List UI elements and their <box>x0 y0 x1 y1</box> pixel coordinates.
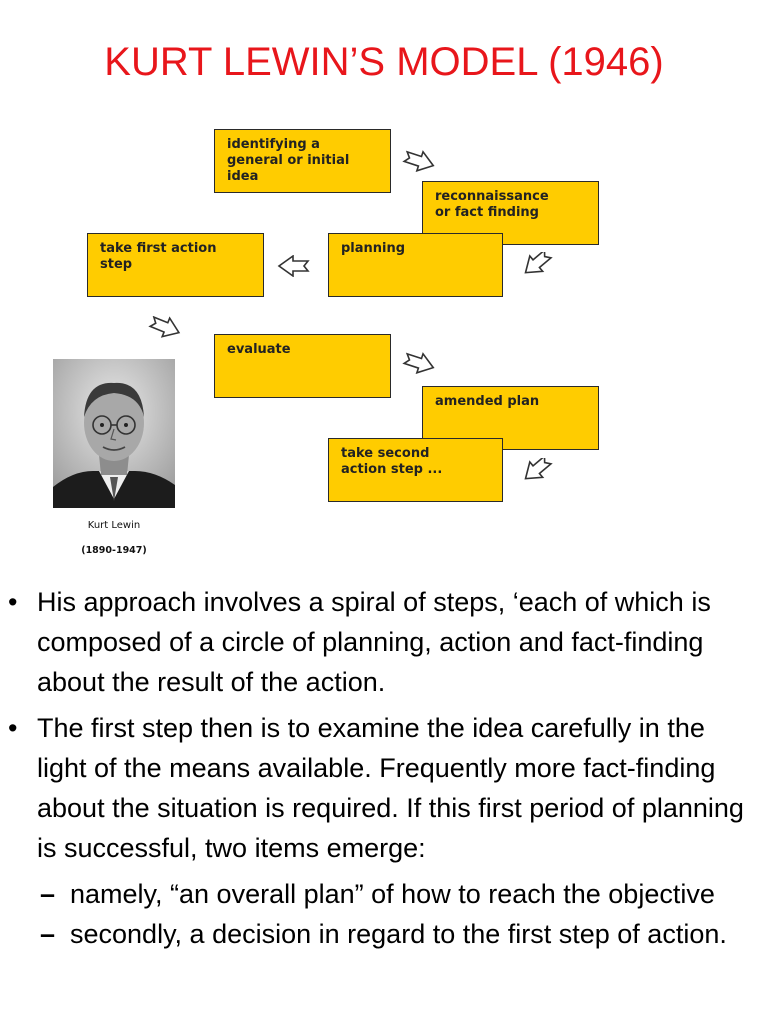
sub-bullet-text: secondly, a decision in regard to the first step of action. <box>70 919 727 949</box>
portrait-caption-name: Kurt Lewin <box>87 520 141 531</box>
bullet-item <box>0 582 752 702</box>
portrait-caption-years: (1890-1947) <box>81 545 147 556</box>
box-planning: planning <box>328 233 503 297</box>
bullet-text: The first step then is to examine the idea carefully in the light of the means available. Frequently more fact-finding about the situation is required. If this first period of planning is successful, two items emerge: <box>37 713 744 863</box>
arrow-left-icon <box>520 458 554 480</box>
page-title: KURT LEWIN’S MODEL (1946) <box>104 40 664 84</box>
box-evaluate: evaluate <box>214 334 391 398</box>
sub-bullet-text: namely, “an overall plan” of how to reach the objective <box>70 879 715 909</box>
arrow-right-icon <box>148 316 182 338</box>
portrait-photo <box>53 359 175 508</box>
arrow-left-icon <box>277 255 311 277</box>
box-second-action: take second action step ... <box>328 438 503 502</box>
sub-bullet-item <box>0 914 755 954</box>
bullet-marker: • <box>8 713 18 743</box>
box-first-action: take first action step <box>87 233 264 297</box>
dash-marker: – <box>40 879 56 909</box>
box-amended-plan: amended plan <box>422 386 599 450</box>
bullet-marker: • <box>8 587 18 617</box>
box-reconnaissance: reconnaissance or fact finding <box>422 181 599 245</box>
bullet-item <box>0 708 752 868</box>
dash-marker: – <box>40 919 56 949</box>
bullet-list <box>0 582 768 954</box>
arrow-left-icon <box>520 252 554 274</box>
arrow-right-icon <box>402 150 436 172</box>
box-identifying-idea: identifying a general or initial idea <box>214 129 391 193</box>
arrow-right-icon <box>402 352 436 374</box>
bullet-text: His approach involves a spiral of steps, ‘each of which is composed of a circle of planning, action and fact-finding about the result of the action. <box>37 587 711 697</box>
sub-bullet-item <box>0 874 755 914</box>
